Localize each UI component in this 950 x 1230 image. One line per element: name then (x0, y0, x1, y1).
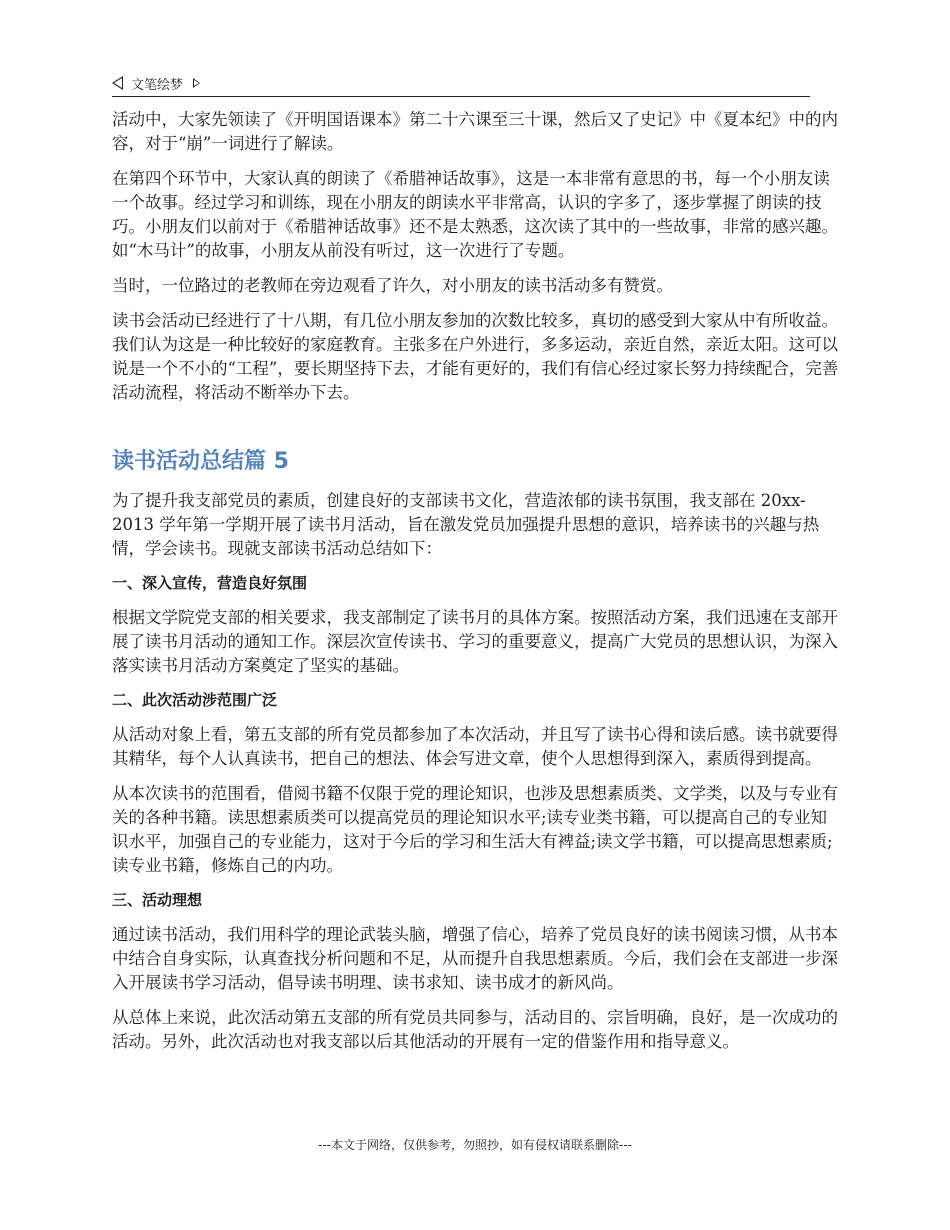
paragraph: 当时，一位路过的老教师在旁边观看了许久，对小朋友的读书活动多有赞赏。 (112, 276, 673, 295)
subheading-2: 二、此次活动涉范围广泛 (112, 691, 278, 709)
paragraph: 通过读书活动，我们用科学的理论武装头脑，增强了信心，培养了党员良好的读书阅读习惯，从书本中结合自身实际，认真查找分析问题和不足，从而提升自我思想素质。今后，我们会在支部进一步深入开展读书学习活动，倡导读书明理、读书求知、读书成才的新风尚。 (112, 925, 838, 992)
paragraph: 从总体上来说，此次活动第五支部的所有党员共同参与，活动目的、宗旨明确，良好，是一次成功的活动。另外，此次活动也对我支部以后其他活动的开展有一定的借鉴作用和指导意义。 (112, 1008, 838, 1051)
subheading-1: 一、深入宣传，营造良好氛围 (112, 574, 308, 592)
section-title: 读书活动总结篇 5 (112, 449, 289, 474)
paragraph: 从本次读书的范围看，借阅书籍不仅限于党的理论知识，也涉及思想素质类、文学类，以及与专业有关的各种书籍。读思想素质类可以提高党员的理论知识水平;读专业类书籍，可以提高自己的专业知识水平，加强自己的专业能力，这对于今后的学习和生活大有裨益;读文学书籍，可以提高思想素质;读专业书籍，修炼自己的内功。 (112, 784, 838, 875)
paragraph: 根据文学院党支部的相关要求，我支部制定了读书月的具体方案。按照活动方案，我们迅速在支部开展了读书月活动的通知工作。深层次宣传读书、学习的重要意义，提高广大党员的思想认识，为深入落实读书月活动方案奠定了坚实的基础。 (112, 608, 838, 675)
paragraph: 活动中，大家先领读了《开明国语课本》第二十六课至三十课，然后又了史记》中《夏本纪》中的内容，对于“崩”一词进行了解读。 (112, 110, 838, 153)
section-intro: 为了提升我支部党员的素质，创建良好的支部读书文化，营造浓郁的读书氛围，我支部在 20xx-2013 学年第一学期开展了读书月活动，旨在激发党员加强提升思想的意识，培养读书的兴趣与热情，学会读书。现就支部读书活动总结如下： (112, 491, 820, 558)
footer-disclaimer: ---本文于网络，仅供参考，勿照抄，如有侵权请联系删除--- (318, 1138, 632, 1152)
triangle-left-icon (112, 76, 123, 90)
paragraph: 从活动对象上看，第五支部的所有党员都参加了本次活动，并且写了读书心得和读后感。读书就要得其精华，每个人认真读书，把自己的想法、体会写进文章，使个人思想得到深入，素质得到提高。 (112, 725, 838, 768)
document-body (112, 108, 840, 1065)
triangle-right-icon (193, 78, 200, 88)
page-header (112, 70, 810, 97)
paragraph: 读书会活动已经进行了十八期，有几位小朋友参加的次数比较多，真切的感受到大家从中有所收益。我们认为这是一种比较好的家庭教育。主张多在户外进行，多多运动，亲近自然，亲近太阳。这可以说是一个不小的“工程”，要长期坚持下去，才能有更好的，我们有信心经过家长努力持续配合，完善活动流程，将活动不断举办下去。 (112, 311, 839, 402)
subheading-3: 三、活动理想 (112, 891, 203, 909)
paragraph: 在第四个环节中，大家认真的朗读了《希腊神话故事》，这是一本非常有意思的书，每一个小朋友读一个故事。经过学习和训练，现在小朋友的朗读水平非常高，认识的字多了，逐步掌握了朗读的技巧。小朋友们以前对于《希腊神话故事》还不是太熟悉，这次读了其中的一些故事，非常的感兴趣。如“木马计”的故事，小朋友从前没有听过，这一次进行了专题。 (112, 169, 838, 260)
header-title: 文笔绘梦 (131, 77, 184, 93)
